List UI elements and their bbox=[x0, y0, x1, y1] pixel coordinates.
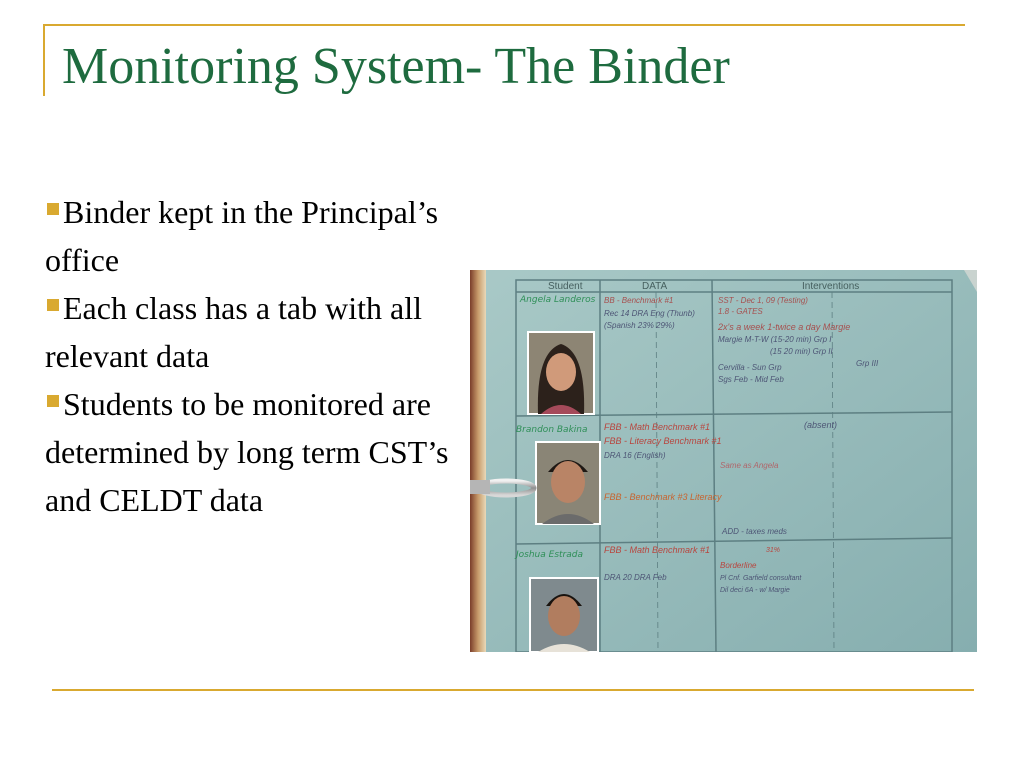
svg-text:Grp III: Grp III bbox=[856, 359, 879, 368]
svg-text:Borderline: Borderline bbox=[720, 561, 757, 570]
bullet-text: Each class has a tab with all relevant data bbox=[45, 290, 422, 374]
col-header-interventions: Interventions bbox=[802, 281, 860, 292]
bullet-text: Students to be monitored are determined by long term CST’s and CELDT data bbox=[45, 386, 449, 518]
bullet-item bbox=[45, 284, 465, 380]
student-photo bbox=[530, 578, 598, 652]
svg-text:1.8 - GATES: 1.8 - GATES bbox=[718, 307, 763, 316]
svg-text:Dil deci 6A - w/ Margie: Dil deci 6A - w/ Margie bbox=[720, 587, 790, 594]
svg-text:Same as Angela: Same as Angela bbox=[720, 461, 779, 470]
svg-text:2x's a week 1-twice a day Marg: 2x's a week 1-twice a day Margie bbox=[718, 322, 851, 332]
svg-text:FBB - Math Benchmark #1: FBB - Math Benchmark #1 bbox=[604, 422, 711, 432]
square-bullet-icon bbox=[47, 395, 59, 407]
student-name: Joshua Estrada bbox=[516, 550, 583, 560]
binder-edge bbox=[470, 270, 486, 652]
top-rule bbox=[43, 24, 965, 26]
svg-text:(Spanish 23% 29%): (Spanish 23% 29%) bbox=[604, 321, 675, 330]
svg-text:FBB - Benchmark #3 Literacy: FBB - Benchmark #3 Literacy bbox=[604, 492, 722, 502]
svg-text:Cervilla - Sun Grp: Cervilla - Sun Grp bbox=[718, 363, 782, 372]
col-header-data: DATA bbox=[642, 281, 668, 292]
svg-text:Pl Cnf. Garfield consultant: Pl Cnf. Garfield consultant bbox=[720, 575, 802, 582]
col-header-student: Student bbox=[548, 281, 583, 292]
bullet-item bbox=[45, 188, 465, 284]
square-bullet-icon bbox=[47, 203, 59, 215]
svg-text:(absent): (absent) bbox=[804, 420, 838, 430]
svg-text:SST - Dec 1, 09 (Testing): SST - Dec 1, 09 (Testing) bbox=[718, 296, 808, 305]
svg-text:BB - Benchmark #1: BB - Benchmark #1 bbox=[604, 296, 674, 305]
svg-text:ADD - taxes meds: ADD - taxes meds bbox=[722, 527, 787, 536]
svg-text:(15 20 min) Grp II: (15 20 min) Grp II bbox=[770, 347, 833, 356]
student-photo bbox=[536, 442, 600, 524]
svg-text:31%: 31% bbox=[766, 547, 781, 554]
bullet-item bbox=[45, 380, 465, 524]
bullet-text: Binder kept in the Principal’s office bbox=[45, 194, 439, 278]
bullet-list bbox=[45, 188, 465, 524]
square-bullet-icon bbox=[47, 299, 59, 311]
svg-text:DRA 16 (English): DRA 16 (English) bbox=[604, 451, 666, 460]
slide-title: Monitoring System- The Binder bbox=[62, 38, 730, 95]
binder-photo bbox=[470, 270, 977, 652]
svg-text:Sgs Feb - Mid Feb: Sgs Feb - Mid Feb bbox=[718, 375, 784, 384]
svg-text:FBB - Literacy Benchmark #1: FBB - Literacy Benchmark #1 bbox=[604, 436, 722, 446]
bottom-rule bbox=[52, 689, 974, 691]
student-name: Brandon Bakina bbox=[516, 425, 588, 435]
svg-text:Rec 14 DRA Eng (Thunb): Rec 14 DRA Eng (Thunb) bbox=[604, 309, 695, 318]
left-rule bbox=[43, 24, 45, 96]
svg-text:DRA 20 DRA Feb: DRA 20 DRA Feb bbox=[604, 573, 667, 582]
student-name: Angela Landeros bbox=[520, 295, 596, 305]
student-photo bbox=[528, 332, 594, 414]
svg-text:FBB - Math Benchmark #1: FBB - Math Benchmark #1 bbox=[604, 545, 711, 555]
svg-text:Margie M-T-W (15-20 min) Grp I: Margie M-T-W (15-20 min) Grp I bbox=[718, 335, 832, 344]
